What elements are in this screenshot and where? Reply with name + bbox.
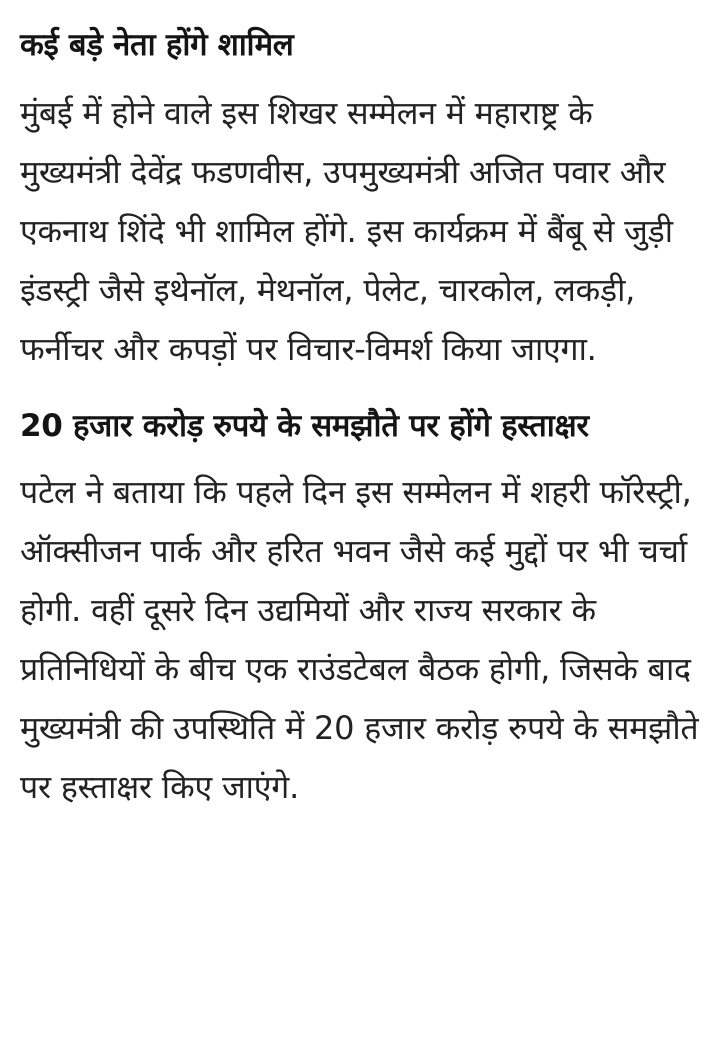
section-heading-agreement: 20 हजार करोड़ रुपये के समझौते पर होंगे हस्ताक्षर (20, 408, 589, 444)
section-heading-leaders: कई बड़े नेता होंगे शामिल (20, 27, 294, 63)
section-paragraph-leaders: मुंबई में होने वाले इस शिखर सम्मेलन में महाराष्ट्र के मुख्यमंत्री देवेंद्र फडणवीस, उपमुख्यमंत्री अजित पवार और एकनाथ शिंदे भी शामिल होंगे. इस कार्यक्रम में बैंबू से जुड़ी इंडस्ट्री जैसे इथेनॉल, मेथनॉल, पेलेट, चारकोल, लकड़ी, फर्नीचर और कपड़ों पर विचार-विमर्श किया जाएगा. (20, 94, 673, 368)
section-paragraph-agreement: पटेल ने बताया कि पहले दिन इस सम्मेलन में शहरी फॉरेस्ट्री, ऑक्सीजन पार्क और हरित भवन जैसे कई मुद्दों पर भी चर्चा होगी. वहीं दूसरे दिन उद्यमियों और राज्य सरकार के प्रतिनिधियों के बीच एक राउंडटेबल बैठक होगी, जिसके बाद मुख्यमंत्री की उपस्थिति में 20 हजार करोड़ रुपये के समझौते पर हस्ताक्षर किए जाएंगे. (20, 473, 699, 806)
